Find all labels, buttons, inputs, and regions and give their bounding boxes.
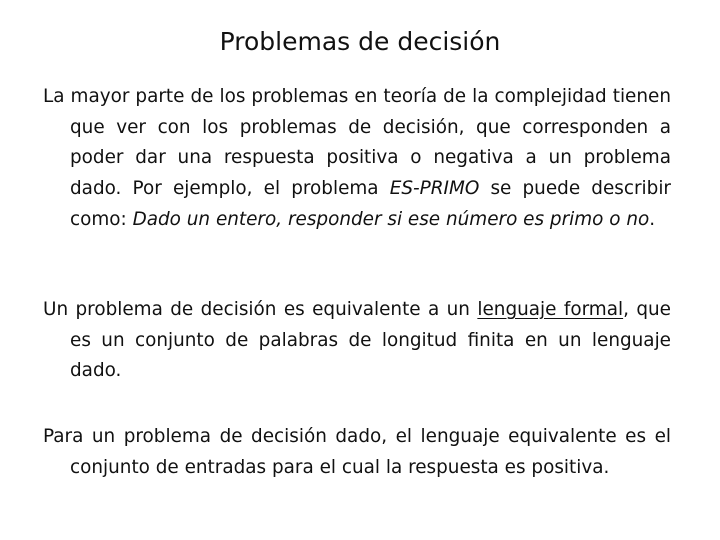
paragraph-text: se puede describir como: bbox=[70, 178, 671, 230]
es-primo-term: ES-PRIMO bbox=[389, 178, 480, 200]
paragraph-text: Un problema de decisión es equivalente a un bbox=[43, 299, 478, 320]
paragraph-formal-language bbox=[43, 295, 671, 387]
paragraph-equivalent-language: Para un problema de decisión dado, el lenguaje equivalente es el conjunto de entradas para el cual la respuesta es positiva. bbox=[43, 426, 671, 478]
slide-title: Problemas de decisión bbox=[219, 27, 501, 56]
paragraph-text: La mayor parte de los problemas en teoría de la complejidad tienen que ver con los problemas de decisión, que corresponden a poder dar una respuesta positiva o negativa a un problema dado. Por ejemplo, el problema bbox=[43, 86, 671, 200]
paragraph-decision-problems bbox=[43, 82, 671, 236]
paragraph-text: . bbox=[649, 208, 656, 230]
example-definition: Dado un entero, responder si ese número es primo o no bbox=[132, 208, 650, 230]
formal-language-link[interactable]: lenguaje formal bbox=[477, 299, 624, 320]
paragraph-text: , que es un conjunto de palabras de longitud finita en un lenguaje dado. bbox=[70, 299, 671, 382]
